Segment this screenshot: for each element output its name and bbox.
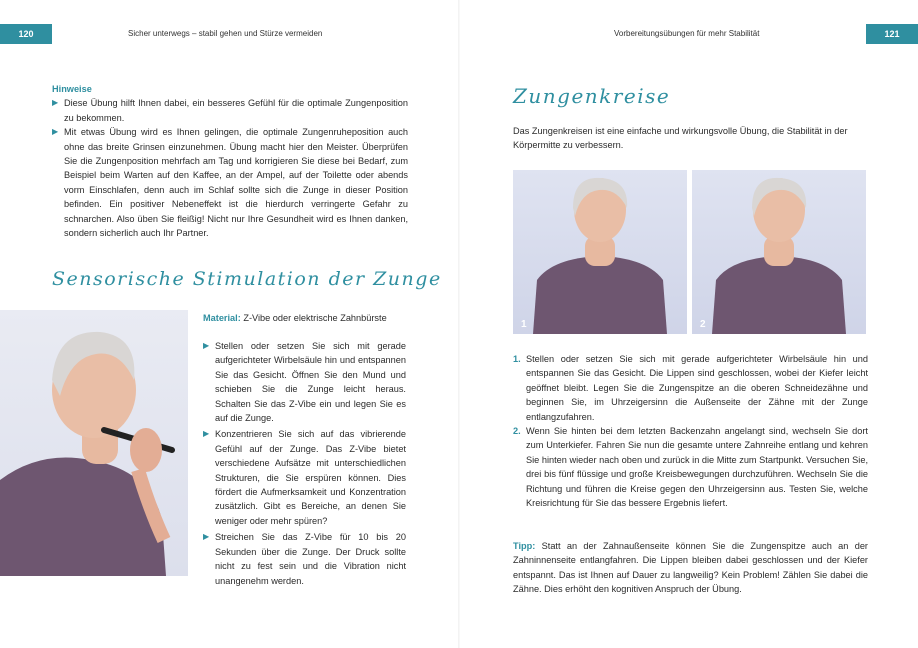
section-title-right: Zungenkreise <box>513 84 671 108</box>
numbered-step <box>513 352 868 424</box>
step-text: Stellen oder setzen Sie sich mit gerade aufgerichteter Wirbelsäule hin und entspannen Sie das Gesicht. Die Lippen sind geschlossen, wobei der Kiefer leicht geöffnet bleibt. Legen Sie die Zungenspitze an die oberen Schneidezähne und beginnen Sie, im Uhrzeigersinn die Außenseite der Zähne mit der Zunge entlangzufahren. <box>526 354 868 422</box>
material-label: Material: <box>203 313 241 323</box>
numbered-step <box>513 424 868 510</box>
tip-paragraph <box>513 539 868 597</box>
steps-right <box>513 352 868 510</box>
page-number-left: 120 <box>0 24 52 44</box>
step-number: 1. <box>513 354 521 364</box>
exercise-photo-2 <box>692 170 866 334</box>
step-number: 2. <box>513 426 521 437</box>
book-gutter <box>458 0 460 648</box>
exercise-photo-1 <box>513 170 687 334</box>
material-text: Z-Vibe oder elektrische Zahnbürste <box>243 313 387 323</box>
hint-item: ▶ Mit etwas Übung wird es Ihnen gelingen, die optimale Zungenruheposition auch ohne das breite Grinsen einzunehmen. Übung macht hier den Meister. Überprüfen Sie die Zungenposition mehrfach am Tag und korrigieren Sie diese bei Bedarf, zum Beispiel beim Warten auf den Kaffee, an der Ampel, auf der Toilette oder abends vorm Einschlafen, denn auch im Schlaf sollte sich die Zunge in dieser Position befinden. Ein positiver Nebeneffekt ist die hierdurch verringerte Gefahr zu schnarchen. Also üben Sie fleißig! Nicht nur Ihre Gesundheit wird es Ihnen danken, sondern sicherlich auch Ihr Partner. <box>52 125 408 240</box>
steps-left-list <box>203 339 406 588</box>
tip-label: Tipp: <box>513 541 536 551</box>
woman-zvibe-illustration <box>0 310 188 576</box>
hints-list <box>52 96 408 240</box>
steps-left <box>203 339 406 588</box>
steps-right-list <box>513 352 868 510</box>
step-item: ▶ Streichen Sie das Z-Vibe für 10 bis 20 Sekunden über die Zunge. Der Druck sollte nicht zu fest sein und die Vibration nicht unangenehm werden. <box>203 530 406 588</box>
page-number-right: 121 <box>866 24 918 44</box>
photo-label-2: 2 <box>700 319 706 330</box>
hint-item: ▶ Diese Übung hilft Ihnen dabei, ein besseres Gefühl für die optimale Zungenposition zu bekommen. <box>52 96 408 125</box>
running-head-right: Vorbereitungsübungen für mehr Stabilität <box>614 29 760 38</box>
hints-box <box>52 82 408 240</box>
woman-portrait-2 <box>692 170 866 334</box>
step-item: ▶ Konzentrieren Sie sich auf das vibrierende Gefühl auf der Zunge. Das Z-Vibe bietet verschiedene Aufsätze mit unterschiedlichen Strukturen, die Sie erspüren können. Dies fördert die Aufmerksamkeit und Konzentration zusätzlich. Gibt es Bereiche, an denen Sie weniger oder mehr spüren? <box>203 427 406 528</box>
running-head-left: Sicher unterwegs – stabil gehen und Stürze vermeiden <box>128 29 323 38</box>
step-item: ▶ Stellen oder setzen Sie sich mit gerade aufgerichteter Wirbelsäule hin und entspannen Sie das Gesicht. Öffnen Sie den Mund und schieben Sie die Zunge leicht heraus. Schalten Sie das Z-Vibe ein und legen Sie es auf die Zunge. <box>203 339 406 425</box>
step-text: Wenn Sie hinten bei dem letzten Backenzahn angelangt sind, wechseln Sie dort zum Unterkiefer. Fahren Sie nun die gesamte untere Zahnreihe entlang und kehren Sie hinten wieder nach oben und zurück in die Mitte zum Startpunkt. Versuchen Sie, drei bis fünf flüssige und große Kreisbewegungen durchzuführen. Wechseln Sie die Richtung und führen die Kreise gegen den Uhrzeigersinn aus. Testen Sie, welche Kreisrichtung für Sie das bessere Ergebnis liefert. <box>526 426 868 509</box>
woman-zvibe-photo <box>0 310 188 576</box>
intro-paragraph: Das Zungenkreisen ist eine einfache und wirkungsvolle Übung, die Stabilität in der Körpermitte zu verbessern. <box>513 126 848 151</box>
hints-heading: Hinweise <box>52 84 92 94</box>
woman-portrait-1 <box>513 170 687 334</box>
material-line <box>203 311 406 325</box>
section-title-left: Sensorische Stimulation der Zunge <box>52 268 442 290</box>
photo-label-1: 1 <box>521 319 527 330</box>
tip-text: Statt an der Zahnaußenseite können Sie die Zungenspitze auch an der Zahninnenseite entlangfahren. Die Lippen bleiben dabei geschlossen und der Kiefer entspannt. Das ist Ihnen auf Dauer zu langweilig? Kein Problem! Zählen Sie dabei die Zähne. Dies erhöht den kognitiven Anspruch der Übung. <box>513 541 868 595</box>
